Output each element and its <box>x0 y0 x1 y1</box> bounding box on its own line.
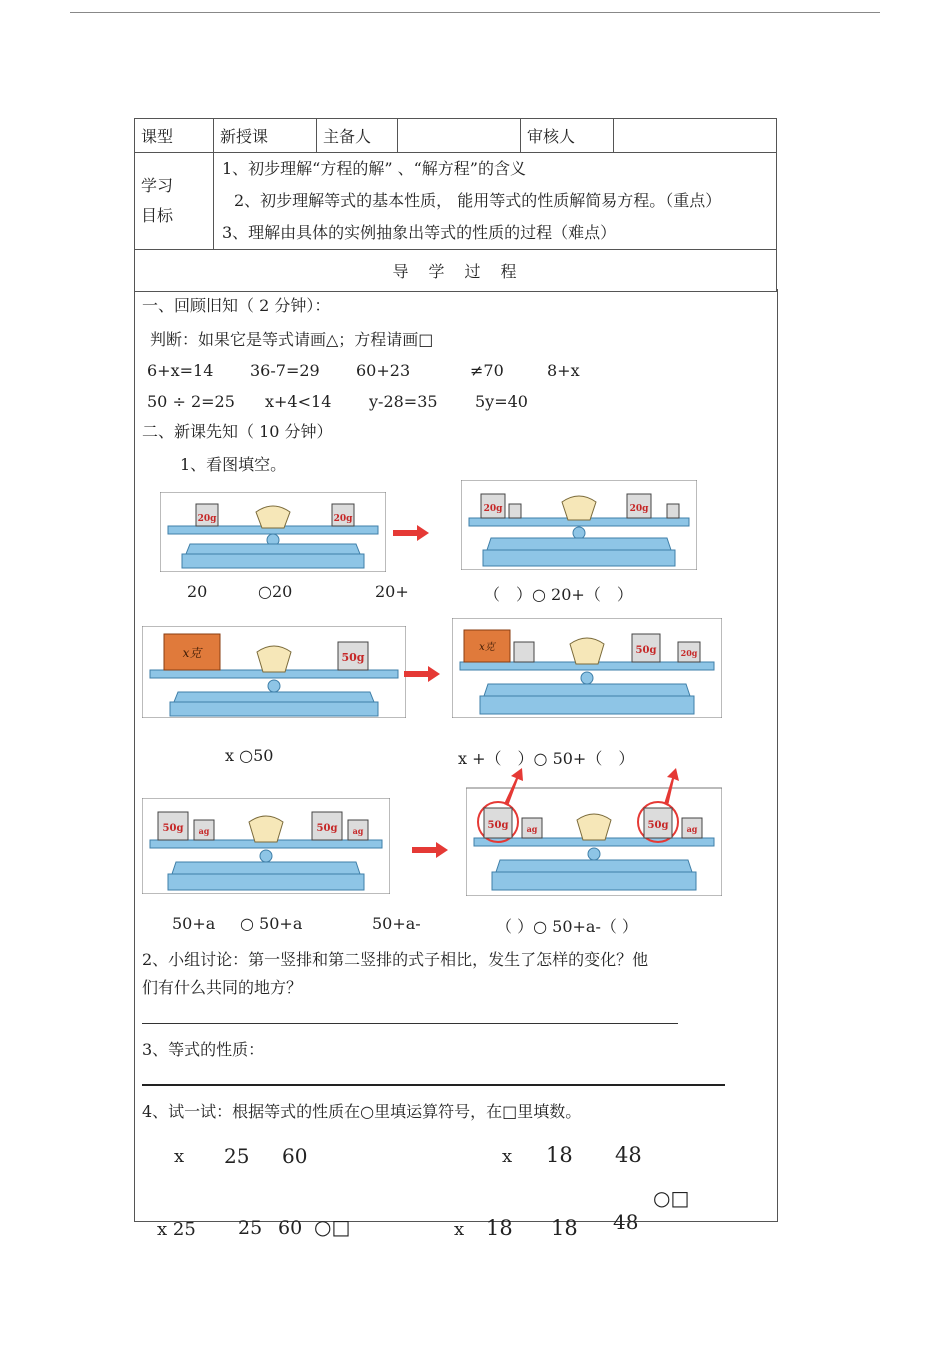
weight-a-label: ag <box>686 824 698 834</box>
eq1-right: （ ）○ 20+（ ） <box>484 585 633 604</box>
reviewer-label: 审核人 <box>521 119 614 153</box>
eq2-left: x ○50 <box>225 746 274 765</box>
eq3-left-item: ○ 50+a <box>240 914 303 933</box>
type-label: 课型 <box>135 119 214 153</box>
goal-list <box>214 153 777 250</box>
ex-a-top-item: 60 <box>282 1144 308 1168</box>
ex-b-bottom-item: x <box>454 1219 465 1240</box>
x-box-label: x克 <box>182 646 202 660</box>
top-rule <box>70 12 880 13</box>
goal-2: 2、初步理解等式的基本性质， 能用等式的性质解简易方程。（重点） <box>234 191 722 210</box>
weight-50g-label: 50g <box>341 651 365 664</box>
weight-50g-label: 50g <box>487 820 509 831</box>
review-item: 60+23 <box>356 361 411 380</box>
item3-title: 3、等式的性质： <box>142 1040 265 1059</box>
goal-label: 学习 目标 <box>135 153 214 250</box>
review-item: 36-7=29 <box>250 361 320 380</box>
type-value: 新授课 <box>214 119 317 153</box>
answer-line[interactable] <box>142 1023 678 1024</box>
ex-a-bottom-item: x 25 <box>157 1219 196 1240</box>
weight-a-label: ag <box>352 826 364 836</box>
ex-b-last: 48 <box>613 1210 639 1234</box>
review-item: 50 ÷ 2=25 <box>147 392 235 411</box>
weight-50g-label: 50g <box>162 823 184 834</box>
review-title: 一、回顾旧知（ 2 分钟）： <box>142 296 331 315</box>
ex-b-bottom-item: 18 <box>551 1216 578 1240</box>
ex-a-top-item: 25 <box>224 1144 250 1168</box>
item2-line2: 们有什么共同的地方？ <box>142 978 303 997</box>
eq3-left-item: 50+a <box>172 914 216 933</box>
preparer-value[interactable] <box>398 119 521 153</box>
ex-a-bottom-item: 60 <box>278 1217 303 1239</box>
ex-b-top-item: x <box>502 1146 513 1167</box>
ex-a-bottom-item: 25 <box>238 1217 263 1239</box>
ex-b-bottom-item: 18 <box>486 1216 513 1240</box>
ex-b-top-item: 18 <box>546 1143 573 1167</box>
goal-1: 1、初步理解“方程的解” 、“解方程”的含义 <box>222 159 526 178</box>
reviewer-value[interactable] <box>614 119 777 153</box>
process-title: 导 学 过 程 <box>135 250 777 292</box>
weight-20g-label: 20g <box>629 504 649 514</box>
ex-b-top-item: 48 <box>615 1143 642 1167</box>
review-item: 8+x <box>547 361 580 380</box>
review-item: 6+x=14 <box>147 361 214 380</box>
scale-2a <box>142 626 406 718</box>
item2-line1: 2、小组讨论：第一竖排和第二竖排的式子相比，发生了怎样的变化？他 <box>142 950 649 969</box>
goal-3: 3、理解由具体的实例抽象出等式的性质的过程（难点） <box>222 223 617 242</box>
ex-b-symbols[interactable]: ○□ <box>653 1186 690 1210</box>
answer-line[interactable] <box>142 1084 725 1086</box>
review-item: 5y=40 <box>475 392 528 411</box>
scale-1b <box>461 480 697 570</box>
eq2-right: x +（ ）○ 50+（ ） <box>458 749 635 768</box>
weight-50g-label: 50g <box>635 645 657 656</box>
review-item: ≠70 <box>470 361 504 380</box>
scale-1a <box>160 492 386 572</box>
ex-a-symbols[interactable]: ○□ <box>314 1215 351 1239</box>
header-table <box>134 118 777 292</box>
eq3-right: （ ）○ 50+a-（ ） <box>496 917 638 936</box>
weight-20g-label: 20g <box>483 504 503 514</box>
weight-50g-label: 50g <box>647 820 669 831</box>
scale-3b <box>466 768 722 896</box>
ex-a-top-item: x <box>174 1146 185 1167</box>
eq3-left-item: 50+a- <box>372 914 421 933</box>
eq1-left-item: ○20 <box>258 582 293 601</box>
review-item: y-28=35 <box>369 392 438 411</box>
weight-50g-label: 50g <box>316 823 338 834</box>
item4-title: 4、试一试：根据等式的性质在○里填运算符号，在□里填数。 <box>142 1102 582 1121</box>
weight-a-label: ag <box>526 824 538 834</box>
review-item: x+4<14 <box>265 392 332 411</box>
eq1-left-item: 20+ <box>375 582 409 601</box>
weight-20g-label: 20g <box>197 514 217 524</box>
review-instruction: 判断：如果它是等式请画△；方程请画□ <box>150 330 434 349</box>
preparer-label: 主备人 <box>317 119 398 153</box>
weight-a-label: ag <box>198 826 210 836</box>
arrow-right-icon <box>393 525 429 541</box>
weight-20g-label: 20g <box>333 514 353 524</box>
item1-title: 1、看图填空。 <box>180 455 287 474</box>
arrow-right-icon <box>404 666 440 682</box>
arrow-right-icon <box>412 842 448 858</box>
scale-2b <box>452 618 722 718</box>
scale-3a <box>142 798 390 894</box>
weight-20g-label: 20g <box>680 648 698 658</box>
x-box-label: x克 <box>479 642 495 653</box>
eq1-left-item: 20 <box>187 582 208 601</box>
new-title: 二、新课先知（ 10 分钟） <box>142 422 333 441</box>
